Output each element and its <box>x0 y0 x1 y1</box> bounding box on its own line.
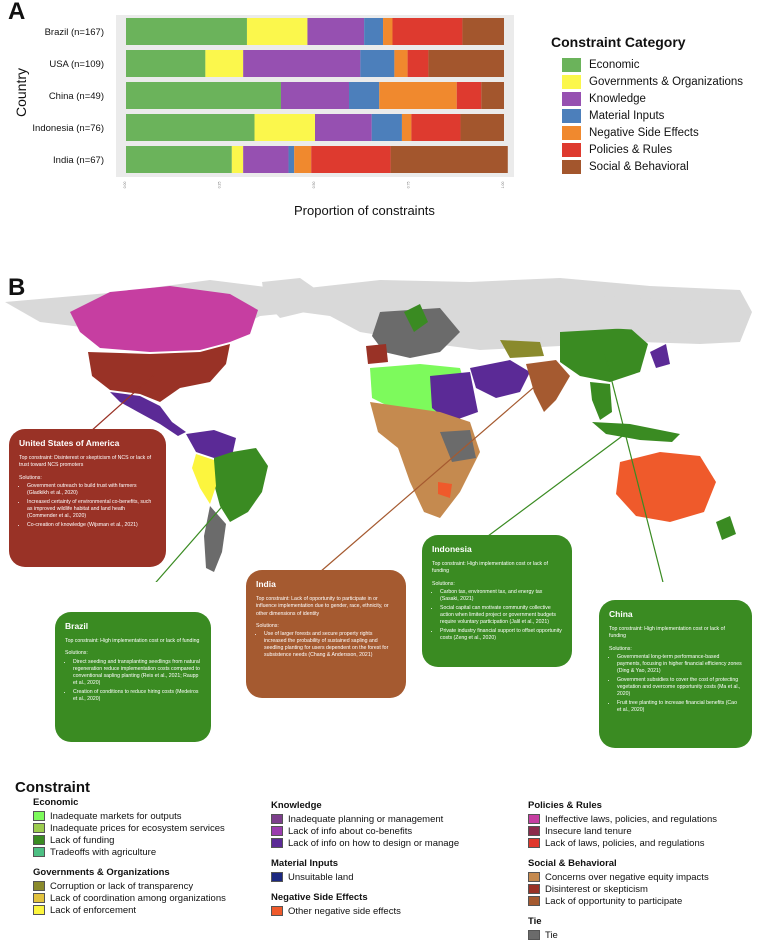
legend-swatch <box>271 838 283 848</box>
legend-group <box>271 858 501 883</box>
constraint-legend-col1 <box>33 797 263 925</box>
legend-group-title: Material Inputs <box>271 858 339 869</box>
callout-indonesia-solutions-label: Solutions: <box>432 580 455 587</box>
legend-item <box>562 107 743 124</box>
legend-label: Tie <box>545 929 558 941</box>
category-legend <box>562 56 743 175</box>
legend-swatch <box>562 92 581 106</box>
legend-label: Other negative side effects <box>288 905 401 917</box>
middle-east <box>470 360 530 398</box>
panel-b-letter: B <box>8 274 26 301</box>
legend-item <box>271 837 501 849</box>
x-tick-label: 0.50 <box>312 181 316 189</box>
indonesia-leader-line <box>480 434 625 542</box>
bar-segment-3-1 <box>255 114 315 141</box>
legend-title: Constraint Category <box>551 34 686 50</box>
callout-india <box>246 570 406 698</box>
solution-item: • Private industry financial support to offset opportunity costs (Zeng et al., 2020) <box>440 628 562 642</box>
legend-swatch <box>33 881 45 891</box>
legend-item <box>33 904 263 916</box>
bar-segment-0-6 <box>462 18 504 45</box>
callout-china-top: Top constraint: High implementation cost or lack of funding <box>609 626 725 640</box>
callout-usa-solutions-label: Solutions: <box>19 474 42 481</box>
legend-label: Lack of info about co-benefits <box>288 825 413 837</box>
solution-item: • Use of larger forests and secure property rights increased the probability of sustained sapling and seedling planting for users dependent on the forest for subsistence needs (Chang & Andersson, 2021) <box>264 631 396 659</box>
india <box>526 360 570 412</box>
bar-segment-1-0 <box>126 50 205 77</box>
legend-item <box>528 895 753 907</box>
bar-segment-4-3 <box>289 146 295 173</box>
legend-swatch <box>33 905 45 915</box>
legend-group <box>271 800 501 849</box>
legend-swatch <box>271 872 283 882</box>
bar-segment-2-3 <box>349 82 379 109</box>
legend-label: Disinterest or skepticism <box>545 883 648 895</box>
solution-item: • Social capital can motivate community collective action when limited project or government budgets require voluntary participation (Jalil et al., 2021) <box>440 605 562 626</box>
callout-usa-title: United States of America <box>19 438 120 448</box>
legend-label: Ineffective laws, policies, and regulations <box>545 813 717 825</box>
legend-group <box>271 892 501 917</box>
legend-item <box>562 73 743 90</box>
legend-swatch <box>33 893 45 903</box>
bar-segment-1-2 <box>243 50 360 77</box>
legend-group-title: Tie <box>528 916 542 927</box>
legend-swatch <box>528 930 540 940</box>
legend-swatch <box>528 872 540 882</box>
bar-segment-2-6 <box>481 82 504 109</box>
bar-segment-3-5 <box>411 114 460 141</box>
legend-group-title: Economic <box>33 797 79 808</box>
bar-segment-1-3 <box>360 50 394 77</box>
bar-segment-0-3 <box>364 18 383 45</box>
legend-item <box>33 810 263 822</box>
china <box>560 328 648 382</box>
solution-item: • Fruit tree planting to increase financial benefits (Cao et al., 2020) <box>617 700 742 714</box>
legend-label: Lack of funding <box>50 834 115 846</box>
legend-label: Negative Side Effects <box>589 126 699 139</box>
legend-label: Insecure land tenure <box>545 825 632 837</box>
central-asia <box>500 340 544 358</box>
legend-label: Corruption or lack of transparency <box>50 880 194 892</box>
legend-swatch <box>33 823 45 833</box>
legend-swatch <box>562 126 581 140</box>
callout-china-solutions <box>609 654 742 714</box>
legend-swatch <box>271 826 283 836</box>
legend-item <box>528 813 753 825</box>
legend-item <box>33 822 263 834</box>
legend-item <box>33 892 263 904</box>
legend-swatch <box>33 847 45 857</box>
legend-item <box>271 905 501 917</box>
brazil <box>214 448 268 522</box>
bar-segment-1-5 <box>408 50 429 77</box>
x-tick-label: 1.00 <box>501 181 505 189</box>
callout-brazil <box>55 612 211 742</box>
legend-swatch <box>33 811 45 821</box>
country-label: Indonesia (n=76) <box>32 123 104 134</box>
bar-segment-2-5 <box>457 82 482 109</box>
legend-item <box>271 825 501 837</box>
solution-item: • Increased certainty of environmental co-benefits, such as improved wildlife habitat and land heath (Commender et al., 2020) <box>27 499 156 520</box>
callout-china-solutions-label: Solutions: <box>609 645 632 652</box>
solution-item: • Government subsidies to cover the cost of protecting vegetation and overcome opportunity costs (Ma et al., 2020) <box>617 677 742 698</box>
legend-item <box>528 837 753 849</box>
australia <box>616 452 716 522</box>
japan-korea <box>650 344 670 368</box>
x-tick-label: 0.25 <box>217 181 222 189</box>
legend-label: Lack of coordination among organizations <box>50 892 226 904</box>
solution-item: • Co-creation of knowledge (Wijsman et al., 2021) <box>27 522 156 529</box>
callout-china-title: China <box>609 609 633 619</box>
bar-segment-1-4 <box>394 50 407 77</box>
bar-segment-0-0 <box>126 18 247 45</box>
legend-item <box>528 871 753 883</box>
x-tick-label: 0.00 <box>123 181 127 189</box>
legend-item <box>528 929 753 941</box>
bar-segment-0-2 <box>307 18 364 45</box>
bar-segment-4-6 <box>391 146 508 173</box>
legend-item <box>33 834 263 846</box>
bar-segment-3-2 <box>315 114 372 141</box>
bar-segment-1-1 <box>205 50 243 77</box>
legend-swatch <box>271 906 283 916</box>
bar-segment-3-3 <box>372 114 402 141</box>
legend-item <box>562 56 743 73</box>
legend-label: Tradeoffs with agriculture <box>50 846 157 858</box>
bar-segment-3-6 <box>461 114 504 141</box>
legend-label: Lack of info on how to design or manage <box>288 837 460 849</box>
spain <box>366 344 388 364</box>
solution-item: • Carbon tax, environment tax, and energy tax (Sasaki, 2021) <box>440 589 562 603</box>
legend-swatch <box>528 838 540 848</box>
bar-segment-2-2 <box>281 82 349 109</box>
bar-segment-4-1 <box>232 146 243 173</box>
legend-label: Lack of laws, policies, and regulations <box>545 837 705 849</box>
legend-item <box>528 883 753 895</box>
legend-label: Inadequate markets for outputs <box>50 810 182 822</box>
legend-swatch <box>562 160 581 174</box>
x-axis-title: Proportion of constraints <box>294 203 435 218</box>
legend-item <box>562 158 743 175</box>
constraint-legend-col3 <box>528 800 753 950</box>
bar-segment-0-4 <box>383 18 392 45</box>
country-label: India (n=67) <box>53 155 104 166</box>
solution-item: • Direct seeding and transplanting seedlings from natural regeneration reduce implementation costs compared to conventional sapling planting (Reis et al., 2021; Raupp et al., 2020) <box>73 659 201 687</box>
legend-group-title: Negative Side Effects <box>271 892 368 903</box>
legend-swatch <box>562 75 581 89</box>
legend-label: Unsuitable land <box>288 871 354 883</box>
callout-china <box>599 600 752 748</box>
legend-group-title: Knowledge <box>271 800 322 811</box>
bar-segment-1-6 <box>428 50 504 77</box>
legend-label: Lack of enforcement <box>50 904 137 916</box>
legend-swatch <box>562 143 581 157</box>
legend-label: Policies & Rules <box>589 143 673 156</box>
bar-segment-3-0 <box>126 114 255 141</box>
bar-segment-4-2 <box>243 146 288 173</box>
legend-group <box>528 916 753 941</box>
new-zealand <box>716 516 736 540</box>
argentina-chile <box>204 506 226 572</box>
legend-swatch <box>562 58 581 72</box>
callout-india-solutions <box>256 631 396 659</box>
indonesia <box>592 422 680 442</box>
legend-group-title: Social & Behavioral <box>528 858 617 869</box>
country-label: China (n=49) <box>48 91 104 102</box>
legend-label: Concerns over negative equity impacts <box>545 871 709 883</box>
legend-label: Material Inputs <box>589 109 665 122</box>
callout-brazil-top: Top constraint: High implementation cost or lack of funding <box>65 638 200 645</box>
legend-label: Lack of opportunity to participate <box>545 895 683 907</box>
callout-india-solutions-label: Solutions: <box>256 622 279 629</box>
country-label: Brazil (n=167) <box>44 27 104 38</box>
callout-brazil-solutions <box>65 659 201 703</box>
panel-a-letter: A <box>8 0 26 25</box>
callout-usa-solutions <box>19 483 156 529</box>
bar-segment-0-5 <box>392 18 462 45</box>
callout-indonesia-top: Top constraint: High implementation cost or lack of funding <box>432 561 548 575</box>
country-label: USA (n=109) <box>49 59 104 70</box>
southeast-asia <box>590 382 612 420</box>
bar-segment-0-1 <box>247 18 307 45</box>
legend-item <box>33 880 263 892</box>
legend-group-title: Policies & Rules <box>528 800 602 811</box>
constraint-legend-col2 <box>271 800 501 926</box>
legend-item <box>33 846 263 858</box>
legend-swatch <box>562 109 581 123</box>
callout-india-title: India <box>256 579 276 589</box>
bar-segment-4-4 <box>294 146 311 173</box>
y-axis-title: Country <box>13 67 29 117</box>
legend-group <box>33 867 263 916</box>
legend-label: Social & Behavioral <box>589 160 689 173</box>
legend-swatch <box>271 814 283 824</box>
legend-group <box>528 858 753 907</box>
peru <box>192 454 216 504</box>
legend-swatch <box>528 826 540 836</box>
constraint-legend-title: Constraint <box>15 779 90 796</box>
callout-india-top: Top constraint: Lack of opportunity to participate in or influence implementation due to gender, race, ethnicity, or other dimensions of identity <box>256 596 389 617</box>
legend-item <box>271 871 501 883</box>
legend-swatch <box>528 896 540 906</box>
callout-brazil-solutions-label: Solutions: <box>65 650 88 657</box>
solution-item: • Creation of conditions to reduce hiring costs (Medeiros et al., 2020) <box>73 689 201 703</box>
callout-usa-top: Top constraint: Disinterest or skepticism of NCS or lack of trust toward NCS promoters <box>19 455 152 469</box>
legend-label: Knowledge <box>589 92 646 105</box>
legend-item <box>271 813 501 825</box>
bar-segment-3-4 <box>402 114 411 141</box>
legend-swatch <box>528 884 540 894</box>
legend-group <box>33 797 263 858</box>
callout-indonesia-title: Indonesia <box>432 544 472 554</box>
callout-indonesia <box>422 535 572 667</box>
callout-usa <box>9 429 166 567</box>
legend-item <box>562 141 743 158</box>
legend-label: Inadequate planning or management <box>288 813 444 825</box>
bar-segment-4-5 <box>311 146 390 173</box>
callout-indonesia-solutions <box>432 589 562 642</box>
bar-segment-2-4 <box>379 82 456 109</box>
bar-segment-4-0 <box>126 146 232 173</box>
solution-item: • Government outreach to build trust with farmers (Gladkikh et al., 2020) <box>27 483 156 497</box>
legend-group-title: Governments & Organizations <box>33 867 170 878</box>
legend-label: Inadequate prices for ecosystem services <box>50 822 225 834</box>
usa <box>88 344 230 402</box>
solution-item: • Governmental long-term performance-based payments, focusing in higher financial efficiency zones (Ding & Yao, 2021) <box>617 654 742 675</box>
legend-swatch <box>528 814 540 824</box>
legend-item <box>562 124 743 141</box>
bar-segment-2-0 <box>126 82 281 109</box>
callout-brazil-title: Brazil <box>65 621 89 631</box>
legend-swatch <box>33 835 45 845</box>
legend-group <box>528 800 753 849</box>
stacked-bar-chart <box>0 0 520 200</box>
legend-item <box>562 90 743 107</box>
legend-label: Governments & Organizations <box>589 75 744 88</box>
legend-item <box>528 825 753 837</box>
x-tick-label: 0.75 <box>406 181 411 189</box>
legend-label: Economic <box>589 58 640 71</box>
